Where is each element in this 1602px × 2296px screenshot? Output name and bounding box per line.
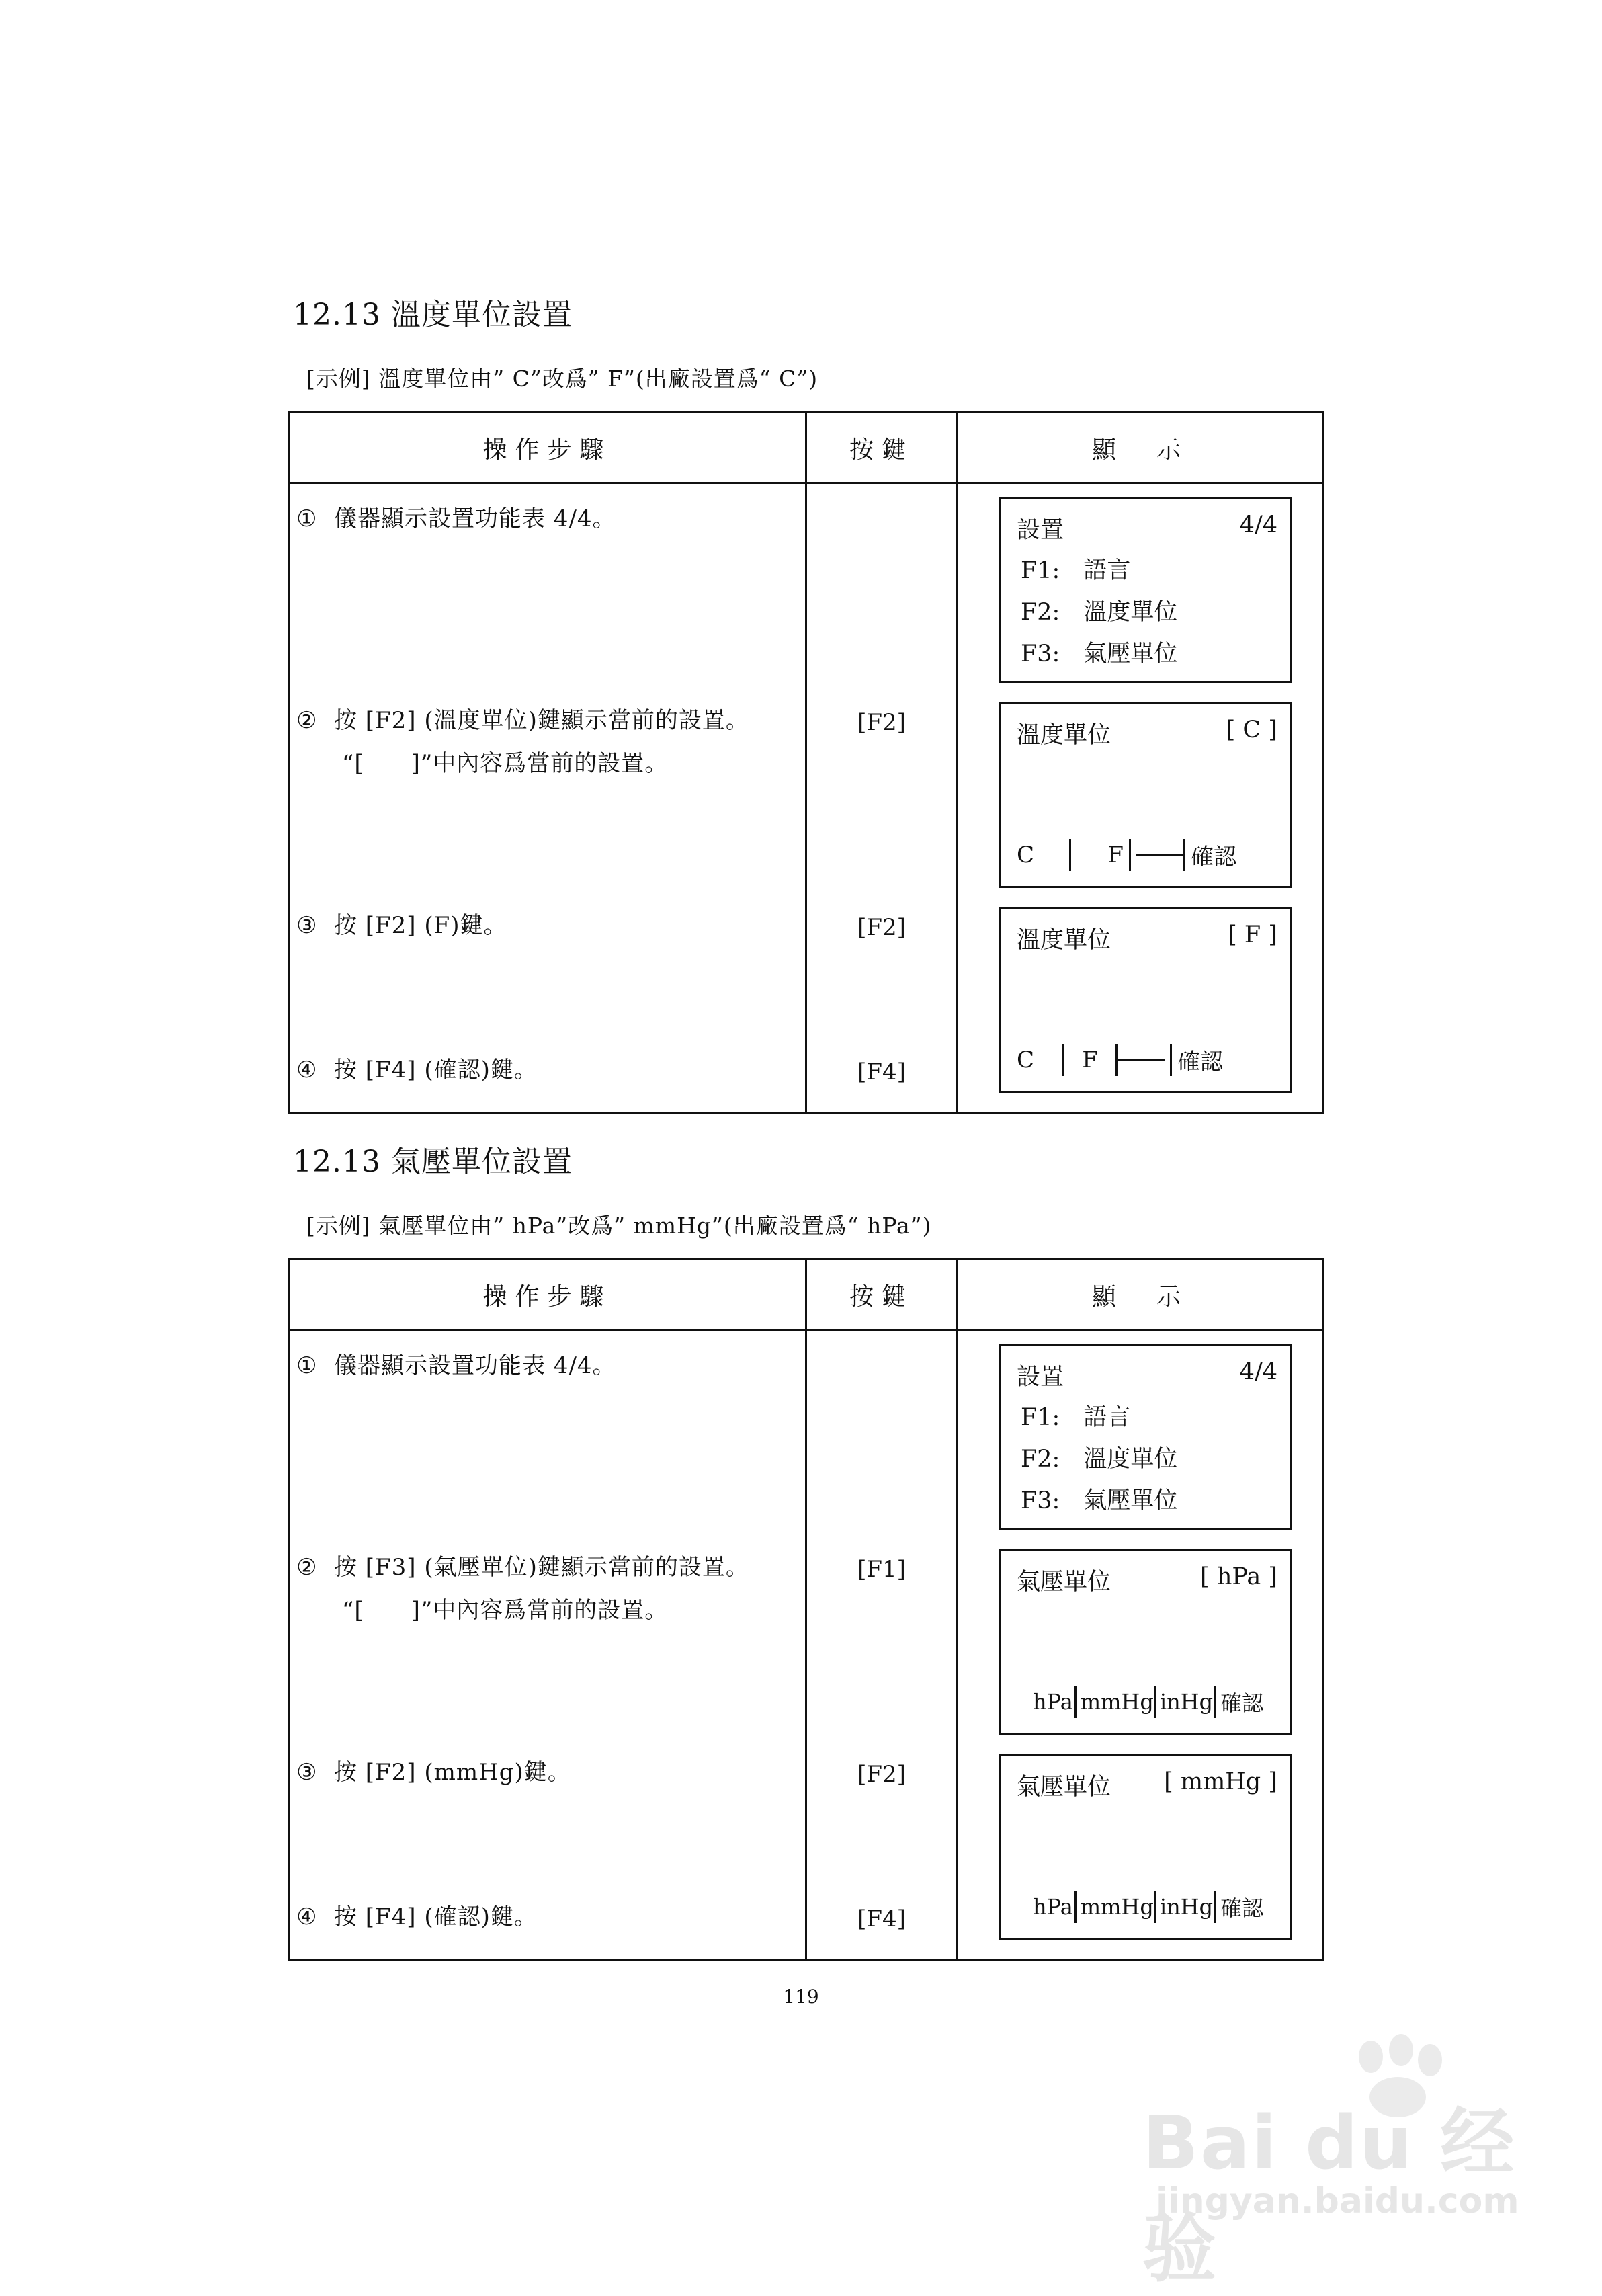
section2-example: [示例] 氣壓單位由” hPa”改爲” mmHg”(出廠設置爲“ hPa”) [306,1213,932,1239]
key-step-2: [F2] [857,709,906,736]
softkey-bar: hPa mmHg inHg 確認 [1033,1891,1283,1923]
watermark-url: jingyan.baidu.com [1156,2181,1519,2221]
key-step-4: [F4] [857,1059,906,1085]
screen-temp-unit-f: 溫度單位 [ F ] C F 確認 [999,907,1292,1093]
section2-title: 12.13 氣壓單位設置 [293,1145,573,1179]
screen-settings: 設置 4/4 F1: 語言 F2: 溫度單位 F3: 氣壓單位 [999,497,1292,683]
header-display: 顯 示 [958,1260,1324,1330]
key-step-2: [F1] [857,1556,906,1583]
step-3: ③ 按 [F2] (mmHg)鍵。 [296,1759,571,1786]
step-2: ② 按 [F2] (溫度單位)鍵顯示當前的設置。 “[ ]”中內容爲當前的設置。 [296,707,749,777]
screen-settings: 設置 4/4 F1: 語言 F2: 溫度單位 F3: 氣壓單位 [999,1344,1292,1530]
header-ops: 操作步驟 [289,1260,806,1330]
screen-pressure-unit-hpa: 氣壓單位 [ hPa ] hPa mmHg inHg 確認 [999,1549,1292,1735]
header-display: 顯 示 [958,413,1324,483]
screen-pressure-unit-mmhg: 氣壓單位 [ mmHg ] hPa mmHg inHg 確認 [999,1754,1292,1940]
screen-temp-unit-c: 溫度單位 [ C ] C F 確認 [999,702,1292,888]
key-step-4: [F4] [857,1905,906,1932]
step-1: ① 儀器顯示設置功能表 4/4。 [296,505,616,532]
watermark-brand: Bai du 经验 [1142,2100,1516,2292]
step-2: ② 按 [F3] (氣壓單位)鍵顯示當前的設置。 “[ ]”中內容爲當前的設置。 [296,1554,749,1624]
header-ops: 操作步驟 [289,413,806,483]
page-number: 119 [783,1985,819,2008]
key-step-3: [F2] [857,914,906,941]
baidu-watermark [1129,2030,1532,2292]
section1-example: [示例] 溫度單位由” C”改爲” F”(出廠設置爲“ C”) [306,366,818,392]
step-4: ④ 按 [F4] (確認)鍵。 [296,1057,538,1083]
section1-title: 12.13 溫度單位設置 [293,298,573,332]
header-keys: 按鍵 [806,1260,958,1330]
section1-table [288,411,1324,1114]
softkey-bar: hPa mmHg inHg 確認 [1033,1686,1283,1718]
header-keys: 按鍵 [806,413,958,483]
step-4: ④ 按 [F4] (確認)鍵。 [296,1903,538,1930]
section2-table [288,1258,1324,1961]
step-1: ① 儀器顯示設置功能表 4/4。 [296,1352,616,1379]
softkey-bar: C F 確認 [1017,1043,1283,1076]
step-3: ③ 按 [F2] (F)鍵。 [296,912,507,939]
softkey-bar: C F 確認 [1017,838,1283,871]
key-step-3: [F2] [857,1761,906,1788]
